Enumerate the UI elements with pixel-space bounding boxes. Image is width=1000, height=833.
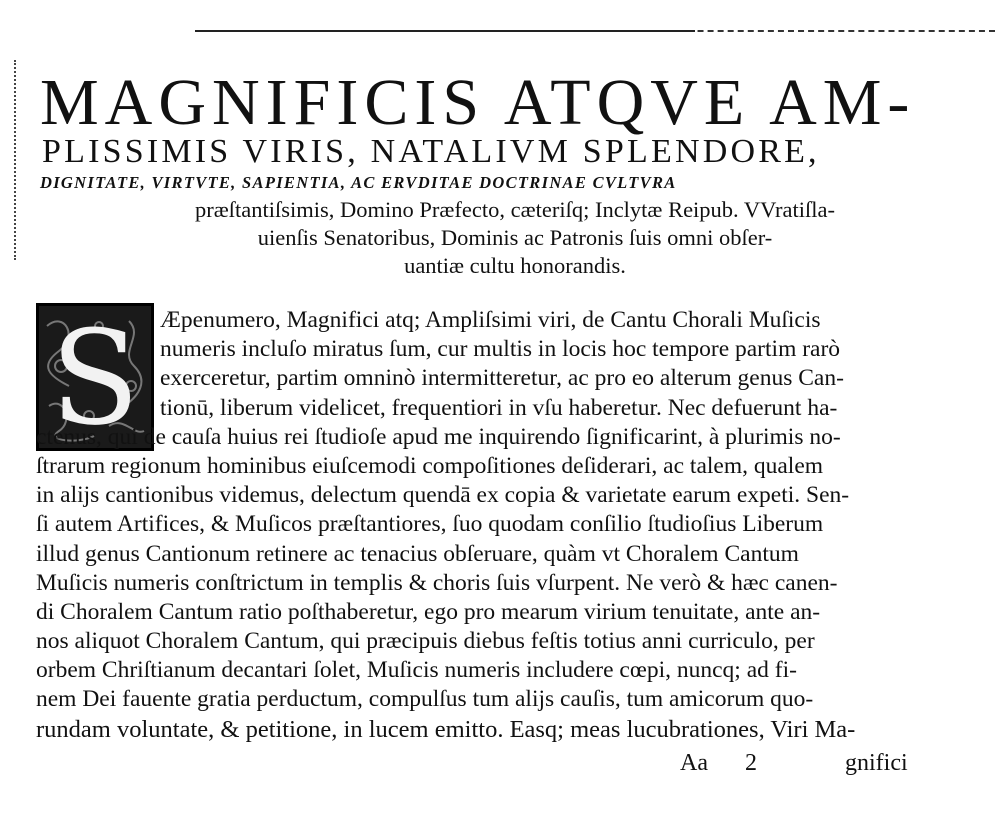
body-line: illud genus Cantionum retinere ac tenacius obſeruare, quàm vt Choralem Cantum: [36, 540, 799, 567]
body-line: exerceretur, partim omninò intermitteretur, ac pro eo alterum genus Can-: [160, 365, 844, 392]
dedication-block: [90, 196, 940, 280]
dedication-line: uienſis Senatoribus, Dominis ac Patronis ſuis omni obſer-: [257, 225, 773, 250]
body-line: di Choralem Cantum ratio poſthaberetur, ego pro mearum virium tenuitate, ante an-: [36, 598, 821, 625]
left-margin-marks: [14, 60, 24, 260]
body-line: ſi autem Artifices, & Muſicos præſtantiores, ſuo quodam conſilio ſtudioſius Liberum: [36, 511, 824, 538]
body-line: nos aliquot Choralem Cantum, qui præcipuis diebus feſtis totius anni curriculo, per: [36, 628, 815, 655]
body-line: orbem Chriſtianum decantari ſolet, Muſicis numeris includere cœpi, nuncq; ad fi-: [36, 657, 797, 684]
catchword: gnifici: [845, 750, 908, 776]
body-line: in alijs cantionibus videmus, delectum quendā ex copia & varietate earum expeti. Sen-: [36, 482, 850, 509]
dedication-line: præſtantiſsimis, Domino Præfecto, cæteriſq; Inclytæ Reipub. VVratiſla-: [194, 197, 836, 222]
signature-number: 2: [745, 750, 757, 776]
body-line: nem Dei fauente gratia perductum, compulſus tum alijs cauſis, tum amicorum quo-: [36, 686, 814, 713]
body-line: ctenus, qui de cauſa huius rei ſtudioſe apud me inquirendo ſignificarint, à plurimis no-: [36, 423, 841, 450]
title-line-3: DIGNITATE, VIRTVTE, SAPIENTIA, AC ERVDITAE DOCTRINAE CVLTVRA: [40, 173, 677, 192]
initial-letter: S: [50, 302, 140, 454]
body-line: ſtrarum regionum hominibus eiuſcemodi compoſitiones deſiderari, ac talem, qualem: [36, 452, 824, 479]
body-line: rundam voluntate, & petitione, in lucem emitto. Easq; meas lucubrationes, Viri Ma-: [36, 715, 856, 743]
body-text: [36, 302, 966, 744]
page-footer: [0, 750, 1000, 790]
dedication-line: uantiæ cultu honorandis.: [404, 253, 626, 278]
body-line: numeris incluſo miratus ſum, cur multis in locis hoc tempore partim rarò: [160, 336, 841, 363]
body-line: tionū, liberum videlicet, frequentiori in vſu haberetur. Nec defuerunt ha-: [160, 394, 838, 421]
body-line: Æpenumero, Magnifici atq; Ampliſsimi viri, de Cantu Chorali Muſicis: [160, 307, 821, 333]
top-border-rule-solid: [195, 30, 695, 32]
body-line: Muſicis numeris conſtrictum in templis & choris ſuis vſurpent. Ne verò & hæc canen-: [36, 569, 838, 596]
title-line-1: MAGNIFICIS ATQVE AM-: [40, 66, 916, 139]
signature-mark: Aa: [680, 750, 708, 776]
title-line-2: PLISSIMIS VIRIS, NATALIVM SPLENDORE,: [42, 133, 820, 170]
